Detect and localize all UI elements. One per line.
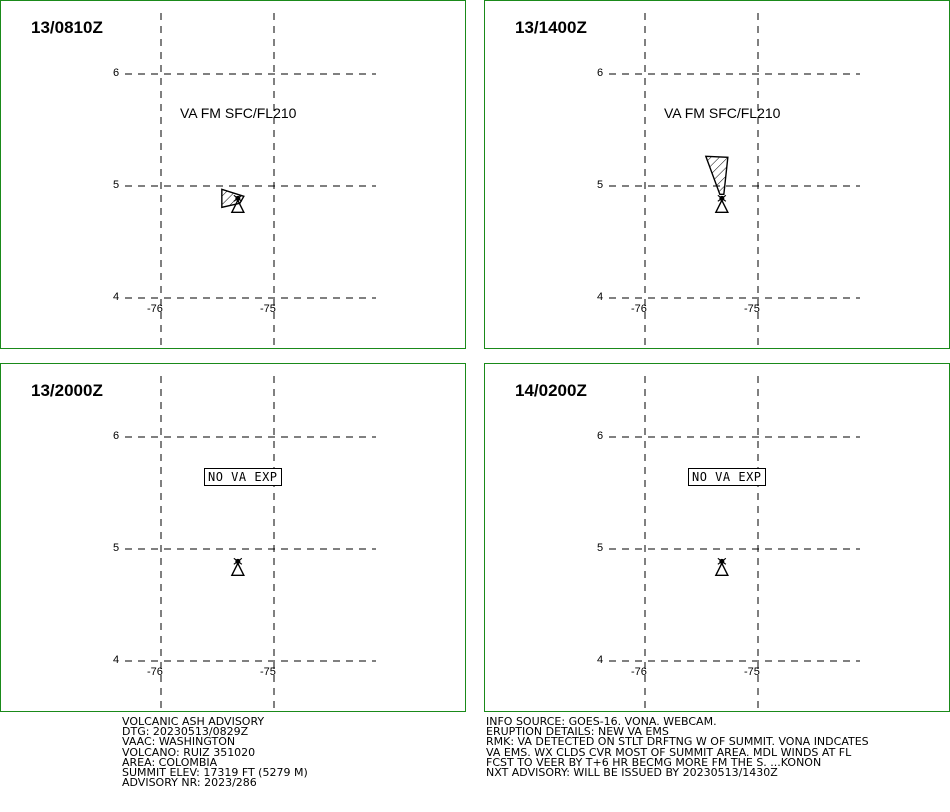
no-ash-expected-label: NO VA EXP xyxy=(688,468,766,486)
map-panel xyxy=(484,0,950,349)
latitude-label: 6 xyxy=(113,430,120,442)
latitude-label: 5 xyxy=(113,542,120,554)
ash-cloud-polygon xyxy=(706,156,728,194)
map-panel xyxy=(0,0,466,349)
remarks-line: NXT ADVISORY: WILL BE ISSUED BY 20230513/1430Z xyxy=(486,766,778,780)
ash-height-label: VA FM SFC/FL210 xyxy=(664,105,781,121)
longitude-label: -76 xyxy=(631,666,647,678)
map-grid xyxy=(485,364,950,713)
longitude-label: -75 xyxy=(260,303,276,315)
longitude-label: -76 xyxy=(147,303,163,315)
map-panel xyxy=(0,363,466,712)
longitude-label: -75 xyxy=(260,666,276,678)
map-grid xyxy=(485,1,950,350)
latitude-label: 4 xyxy=(113,654,120,666)
no-ash-expected-label: NO VA EXP xyxy=(204,468,282,486)
advisory-line: VAAC: WASHINGTON xyxy=(122,735,236,749)
advisory-line: SUMMIT ELEV: 17319 FT (5279 M) xyxy=(122,766,308,780)
volcano-symbol xyxy=(716,195,728,212)
advisory-header-block xyxy=(122,717,308,788)
latitude-label: 4 xyxy=(597,291,604,303)
remarks-line: RMK: VA DETECTED ON STLT DRFTNG W OF SUMMIT. VONA INDCATES xyxy=(486,735,869,749)
remarks-line: FCST TO VEER BY T+6 HR BECMG MORE FM THE S. ...KONON xyxy=(486,755,822,769)
advisory-line: ADVISORY NR: 2023/286 xyxy=(122,776,257,790)
advisory-remarks-block xyxy=(486,717,869,778)
latitude-label: 5 xyxy=(597,542,604,554)
volcano-symbol xyxy=(232,558,244,575)
latitude-label: 6 xyxy=(597,67,604,79)
latitude-label: 6 xyxy=(597,430,604,442)
remarks-line: INFO SOURCE: GOES-16. VONA. WEBCAM. xyxy=(486,715,717,728)
latitude-label: 6 xyxy=(113,67,120,79)
advisory-line: VOLCANO: RUIZ 351020 xyxy=(122,745,256,759)
longitude-label: -76 xyxy=(147,666,163,678)
remarks-line: VA EMS. WX CLDS CVR MOST OF SUMMIT AREA. MDL WINDS AT FL xyxy=(486,745,852,759)
latitude-label: 5 xyxy=(597,179,604,191)
panel-valid-time: 13/0810Z xyxy=(31,18,103,37)
panel-valid-time: 13/1400Z xyxy=(515,18,587,37)
latitude-label: 4 xyxy=(597,654,604,666)
remarks-line: ERUPTION DETAILS: NEW VA EMS xyxy=(486,725,669,739)
longitude-label: -75 xyxy=(744,303,760,315)
longitude-label: -75 xyxy=(744,666,760,678)
latitude-label: 5 xyxy=(113,179,120,191)
latitude-label: 4 xyxy=(113,291,120,303)
advisory-line: AREA: COLOMBIA xyxy=(122,755,218,769)
panel-valid-time: 14/0200Z xyxy=(515,381,587,400)
map-panel xyxy=(484,363,950,712)
longitude-label: -76 xyxy=(631,303,647,315)
advisory-line: VOLCANIC ASH ADVISORY xyxy=(122,715,265,728)
map-grid xyxy=(1,1,467,350)
volcano-symbol xyxy=(716,558,728,575)
panel-valid-time: 13/2000Z xyxy=(31,381,103,400)
ash-height-label: VA FM SFC/FL210 xyxy=(180,105,297,121)
advisory-line: DTG: 20230513/0829Z xyxy=(122,725,249,739)
map-grid xyxy=(1,364,467,713)
